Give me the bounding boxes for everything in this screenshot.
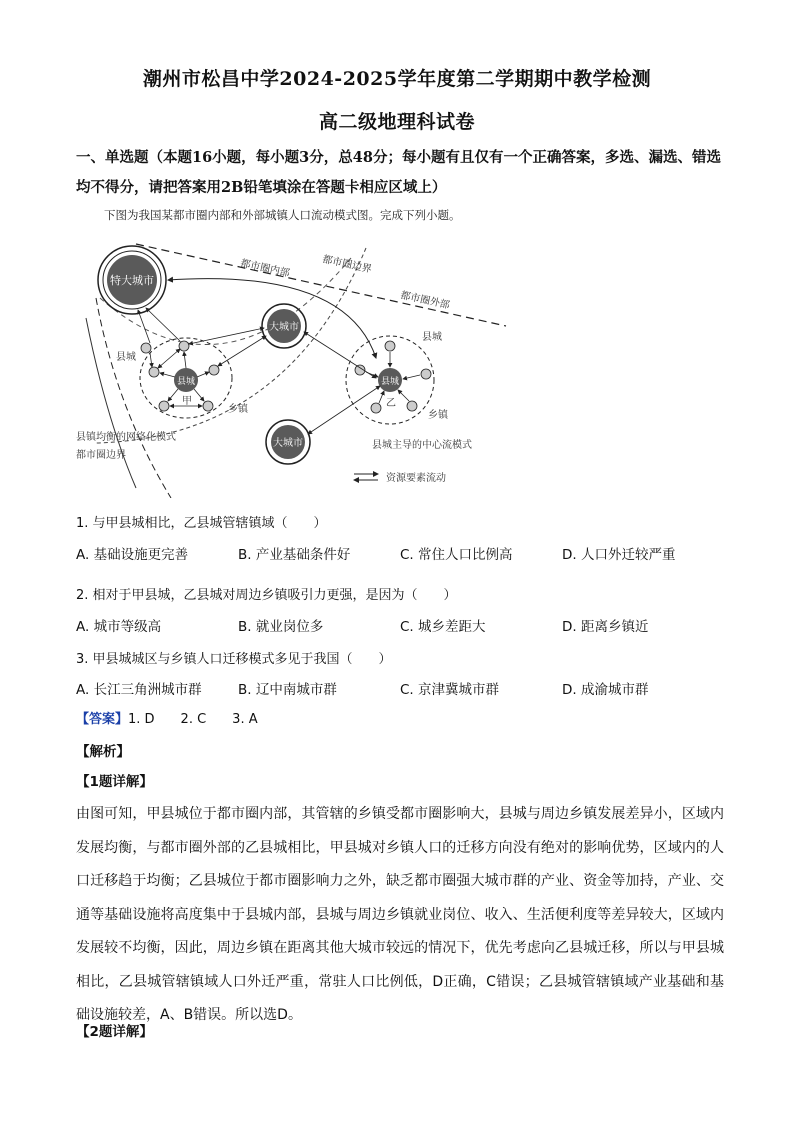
q3-option-b: B. 辽中南城市群	[238, 682, 337, 698]
svg-text:特大城市: 特大城市	[110, 274, 154, 287]
label-yi: 乙	[386, 398, 396, 409]
svg-text:县城: 县城	[176, 377, 196, 387]
label-boundary: 都市圈边界	[321, 254, 373, 276]
label-mode-right: 县城主导的中心流模式	[372, 440, 472, 451]
megacity-node	[98, 246, 166, 314]
exam-subtitle: 高二级地理科试卷	[318, 111, 475, 133]
label-town-right: 乡镇	[428, 410, 448, 421]
answer-line	[76, 708, 258, 727]
label-jia: 甲	[182, 396, 192, 407]
q3-option-d: D. 成渝城市群	[562, 682, 649, 698]
q1-option-a: A. 基础设施更完善	[76, 547, 189, 563]
q2-option-b: B. 就业岗位多	[238, 619, 324, 635]
label-town-left: 乡镇	[228, 404, 248, 415]
detail-1-text: 由图可知，甲县城位于都市圈内部，其管辖的乡镇受都市圈影响大，县城与周边乡镇发展差异小，区域内发展均衡，与都市圈外部的乙县城相比，甲县城对乡镇人口的迁移方向没有绝对的影响优势，区域内的人口迁移趋于均衡；乙县城位于都市圈影响力之外，缺乏都市圈强大城市群的产业、资金等加持，产业、交通等基础设施将高度集中于县城内部，县城与周边乡镇就业岗位、收入、生活便利度等差异较大，区域内发展较不均衡，因此，周边乡镇在距离其他大城市较远的情况下，优先考虑向乙县城迁移，所以与甲县城相比，乙县城管辖镇域人口外迁严重，常驻人口比例低，D正确，C错误；乙县城管辖镇域产业基础和基础设施较差，A、B错误。所以选D。	[76, 806, 724, 1023]
svg-text:大城市: 大城市	[269, 322, 299, 333]
answer-label: 【答案】	[76, 712, 129, 727]
jia-county-node	[174, 368, 198, 392]
inner-boundary-line	[136, 244, 506, 326]
big-city-node-bottom	[266, 420, 310, 464]
q3-option-c: C. 京津冀城市群	[400, 682, 500, 698]
q1-option-b: B. 产业基础条件好	[238, 547, 351, 563]
legend-label: 资源要素流动	[386, 473, 446, 484]
label-mode-left-1: 县镇均衡的网络化模式	[76, 432, 176, 443]
figure-intro: 下图为我国某都市圈内部和外部城镇人口流动模式图。完成下列小题。	[104, 208, 461, 222]
section-heading: 一、单选题（本题16小题，每小题3分，总48分；每小题有且仅有一个正确答案，多选、漏选、错选均不得分，请把答案用2B铅笔填涂在答题卡相应区域上）	[76, 149, 721, 196]
q2-option-d: D. 距离乡镇近	[562, 619, 649, 635]
metro-boundary-left	[96, 298, 171, 498]
question-3-stem: 3. 甲县城城区与乡镇人口迁移模式多见于我国（ ）	[76, 652, 392, 667]
question-1-stem: 1. 与甲县城相比，乙县城管辖镇域（ ）	[76, 516, 327, 531]
label-inner: 都市圈内部	[239, 258, 291, 280]
label-mode-left-2: 都市圈边界	[76, 450, 126, 461]
exam-title: 潮州市松昌中学2024-2025学年度第二学期期中教学检测	[142, 68, 652, 90]
yi-county-node	[378, 368, 402, 392]
big-city-node-top	[262, 304, 306, 348]
population-flow-diagram	[76, 228, 516, 498]
label-county-left: 县城	[116, 352, 136, 363]
q1-option-c: C. 常住人口比例高	[400, 547, 513, 563]
answer-values: 1. D 2. C 3. A	[128, 712, 258, 727]
q2-option-c: C. 城乡差距大	[400, 619, 486, 635]
detail-1-label: 【1题详解】	[76, 774, 153, 790]
detail-2-label: 【2题详解】	[76, 1024, 153, 1040]
q1-option-d: D. 人口外迁较严重	[562, 547, 676, 563]
label-outer: 都市圈外部	[399, 290, 451, 312]
svg-text:县城: 县城	[380, 377, 400, 387]
analysis-label: 【解析】	[76, 744, 130, 760]
question-2-stem: 2. 相对于甲县城，乙县城对周边乡镇吸引力更强，是因为（ ）	[76, 588, 457, 603]
legend-flow-symbol	[354, 474, 378, 480]
q2-option-a: A. 城市等级高	[76, 619, 162, 635]
label-county-right: 县城	[422, 332, 442, 343]
q3-option-a: A. 长江三角洲城市群	[76, 682, 202, 698]
svg-text:大城市: 大城市	[273, 438, 303, 449]
